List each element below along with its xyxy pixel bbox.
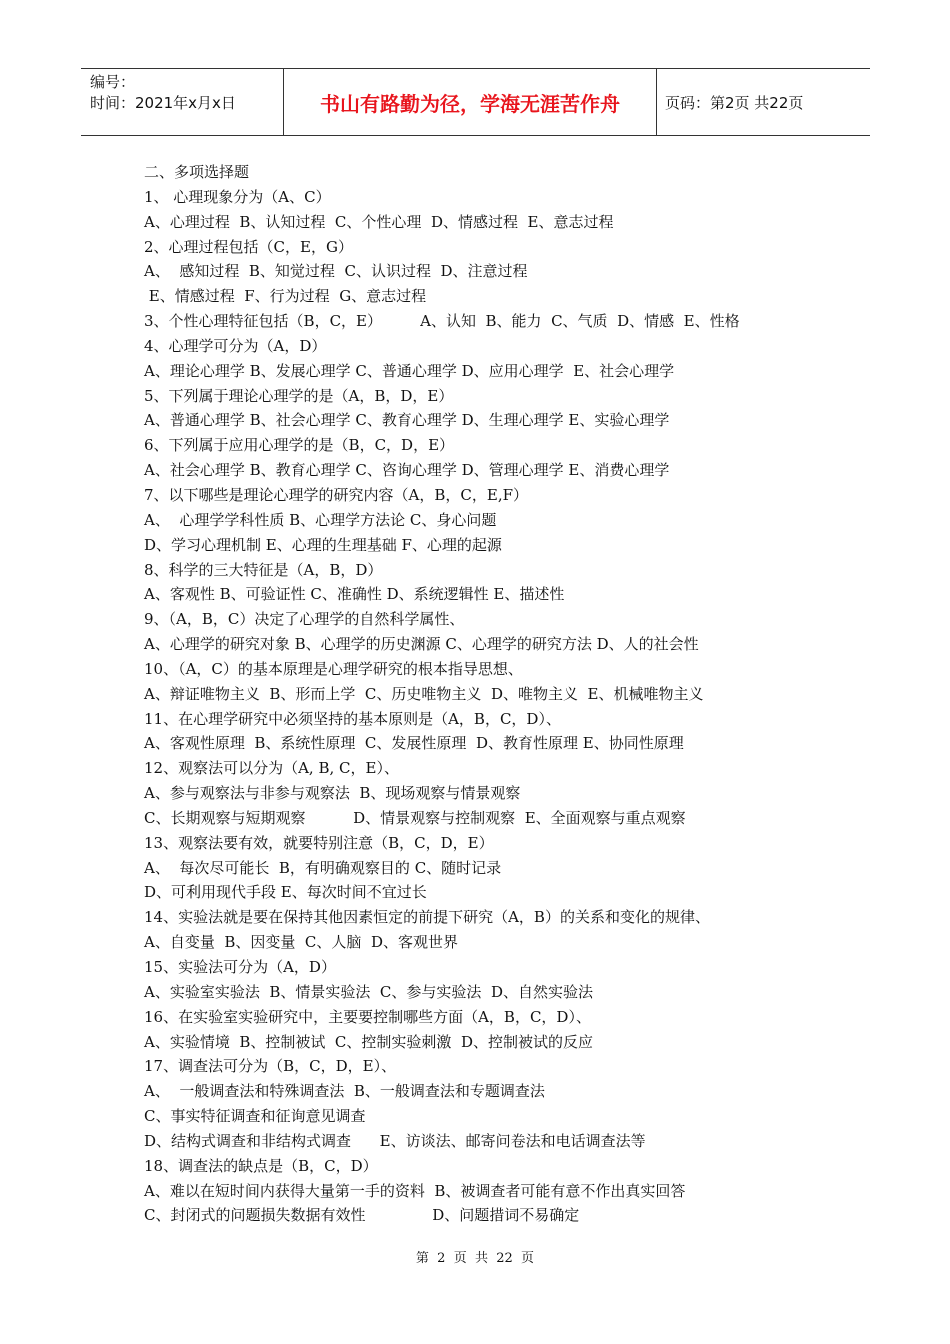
text-line: 13、观察法要有效，就要特别注意（B，C，D，E） [144, 833, 494, 852]
text-line: A、自变量 B、因变量 C、人脑 D、客观世界 [144, 933, 458, 952]
text-line: 二、多项选择题 [144, 163, 250, 181]
text-line: A、客观性原理 B、系统性原理 C、发展性原理 D、教育性原理 E、协同性原理 [144, 734, 684, 753]
text-line: 7、以下哪些是理论心理学的研究内容（A，B，C，E,F） [144, 485, 529, 504]
text-line: A、理论心理学 B、发展心理学 C、普通心理学 D、应用心理学 E、社会心理学 [144, 361, 675, 380]
page-header [81, 68, 870, 136]
text-line: A、实验情境 B、控制被试 C、控制实验刺激 D、控制被试的反应 [144, 1032, 593, 1051]
text-line: A、参与观察法与非参与观察法 B、现场观察与情景观察 [144, 784, 521, 803]
text-line: A、 感知过程 B、知觉过程 C、认识过程 D、注意过程 [144, 262, 528, 281]
text-line: 16、在实验室实验研究中，主要要控制哪些方面（A，B，C，D）、 [144, 1007, 591, 1026]
text-line: 10、（A，C）的基本原理是心理学研究的根本指导思想、 [144, 659, 523, 678]
text-line: 15、实验法可分为（A，D） [144, 958, 336, 976]
text-line: A、辩证唯物主义 B、形而上学 C、历史唯物主义 D、唯物主义 E、机械唯物主义 [144, 684, 704, 703]
text-line: 14、实验法就是要在保持其他因素恒定的前提下研究（A，B）的关系和变化的规律、 [144, 908, 710, 927]
text-line: D、学习心理机制 E、心理的生理基础 F、心理的起源 [144, 535, 502, 554]
page-footer: 第 2 页 共 22 页 [415, 1251, 535, 1266]
text-line: 4、心理学可分为（A，D） [144, 336, 327, 355]
text-line: 5、下列属于理论心理学的是（A，B，D，E） [144, 386, 454, 405]
text-line: 11、在心理学研究中必须坚持的基本原则是（A，B，C，D）、 [144, 709, 561, 728]
text-line: C、封闭式的问题损失数据有效性 D、问题措词不易确定 [144, 1206, 580, 1225]
text-line: 17、调查法可分为（B，C，D，E）、 [144, 1057, 397, 1076]
document-date: 时间：2021年x月x日 [90, 94, 236, 112]
text-line: A、心理学的研究对象 B、心理学的历史渊源 C、心理学的研究方法 D、人的社会性 [144, 635, 699, 654]
text-line: A、心理过程 B、认知过程 C、个性心理 D、情感过程 E、意志过程 [144, 212, 614, 231]
text-line: E、情感过程 F、行为过程 G、意志过程 [144, 287, 427, 306]
text-line: A、 一般调查法和特殊调查法 B、一般调查法和专题调查法 [144, 1082, 545, 1101]
text-line: A、客观性 B、可验证性 C、准确性 D、系统逻辑性 E、描述性 [144, 585, 565, 604]
text-line: C、事实特征调查和征询意见调查 [144, 1107, 366, 1126]
text-line: A、 每次尽可能长 B，有明确观察目的 C、随时记录 [144, 858, 502, 877]
text-line: D、结构式调查和非结构式调查 E、访谈法、邮寄问卷法和电话调查法等 [144, 1131, 646, 1150]
text-line: 3、个性心理特征包括（B，C，E） A、认知 B、能力 C、气质 D、情感 E、性格 [144, 312, 740, 331]
document-body [144, 160, 864, 1228]
header-meta [81, 69, 284, 135]
text-line: D、可利用现代手段 E、每次时间不宜过长 [144, 883, 427, 902]
text-line: A、社会心理学 B、教育心理学 C、咨询心理学 D、管理心理学 E、消费心理学 [144, 461, 670, 480]
text-line: 9、（A，B，C）决定了心理学的自然科学属性、 [144, 610, 465, 629]
text-line: 6、下列属于应用心理学的是（B，C，D，E） [144, 436, 455, 455]
text-line: A、 心理学学科性质 B、心理学方法论 C、身心问题 [144, 510, 497, 529]
text-line: C、长期观察与短期观察 D、情景观察与控制观察 E、全面观察与重点观察 [144, 808, 686, 827]
text-line: 2、心理过程包括（C，E，G） [144, 237, 353, 256]
text-line: 18、调查法的缺点是（B，C，D） [144, 1156, 378, 1175]
text-line: 8、科学的三大特征是（A，B，D） [144, 560, 383, 579]
text-line: A、实验室实验法 B、情景实验法 C、参与实验法 D、自然实验法 [144, 982, 593, 1001]
document-number-label: 编号： [90, 73, 136, 91]
header-motto: 书山有路勤为径，学海无涯苦作舟 [284, 69, 657, 135]
text-line: 12、观察法可以分为（A, B, C，E）、 [144, 759, 399, 778]
text-line: A、普通心理学 B、社会心理学 C、教育心理学 D、生理心理学 E、实验心理学 [144, 411, 670, 430]
text-line: A、难以在短时间内获得大量第一手的资料 B、被调查者可能有意不作出真实回答 [144, 1181, 686, 1200]
text-line: 1、 心理现象分为（A、C） [144, 187, 331, 206]
header-page-info: 页码：第2页 共22页 [665, 93, 804, 112]
